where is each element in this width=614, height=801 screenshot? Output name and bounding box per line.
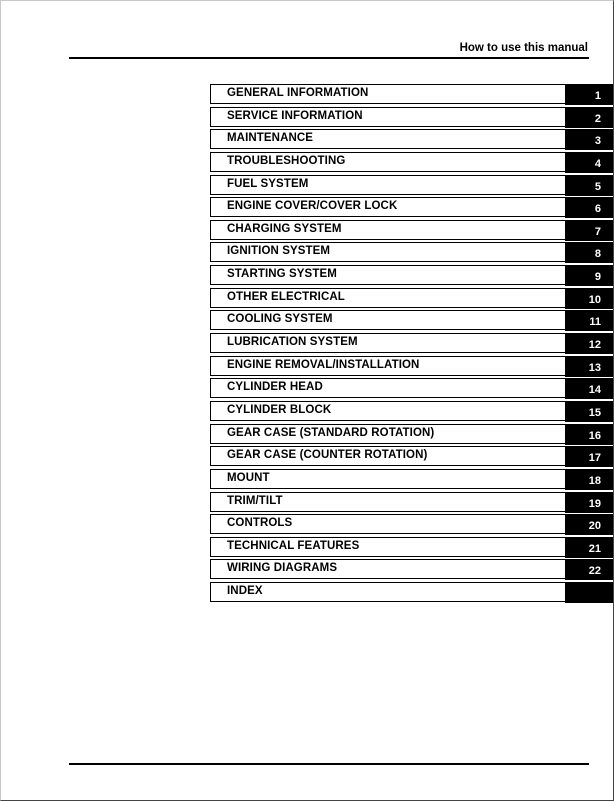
section-number: 13 — [588, 361, 601, 374]
toc-entry-cell — [210, 242, 565, 262]
toc-entry-cell — [210, 152, 565, 172]
section-tab[interactable] — [565, 152, 613, 173]
section-number: 17 — [588, 452, 601, 465]
toc-entry-cell — [210, 129, 565, 149]
section-number: 18 — [588, 474, 601, 487]
toc-entry-cell — [210, 310, 565, 330]
toc-entry-label: MOUNT — [227, 471, 270, 484]
section-number: 19 — [588, 497, 601, 510]
toc-entry[interactable] — [210, 196, 614, 219]
toc-entry[interactable] — [210, 468, 614, 491]
section-number: 9 — [594, 271, 601, 284]
toc-entry-cell — [210, 514, 565, 534]
toc-entry-label: SERVICE INFORMATION — [227, 109, 363, 122]
toc-entry-cell — [210, 288, 565, 308]
toc-entry-cell — [210, 107, 565, 127]
section-number: 14 — [588, 384, 601, 397]
section-tab[interactable] — [565, 129, 613, 150]
section-tab[interactable] — [565, 197, 613, 218]
section-tab[interactable] — [565, 265, 613, 286]
toc-entry-label: ENGINE COVER/COVER LOCK — [227, 200, 398, 213]
toc-entry-cell — [210, 537, 565, 557]
toc-entry-cell — [210, 582, 565, 602]
toc-entry[interactable] — [210, 128, 614, 151]
toc-entry-label: CONTROLS — [227, 517, 293, 530]
toc-entry-label: WIRING DIAGRAMS — [227, 562, 338, 575]
toc-entry-label: CYLINDER HEAD — [227, 381, 323, 394]
section-tab[interactable] — [565, 175, 613, 196]
footer-rule — [69, 763, 589, 765]
toc-entry-cell — [210, 220, 565, 240]
toc-entry-cell — [210, 378, 565, 398]
section-number: 20 — [588, 520, 601, 533]
section-tab[interactable] — [565, 333, 613, 354]
toc-entry-cell — [210, 469, 565, 489]
toc-entry[interactable] — [210, 355, 614, 378]
section-tab[interactable] — [565, 378, 613, 399]
toc-entry[interactable] — [210, 400, 614, 423]
toc-entry-cell — [210, 356, 565, 376]
toc-entry-label: TECHNICAL FEATURES — [227, 539, 360, 552]
toc-entry-label: MAINTENANCE — [227, 132, 314, 145]
section-number: 6 — [594, 203, 601, 216]
toc-entry-cell — [210, 333, 565, 353]
toc-entry-label: GENERAL INFORMATION — [227, 87, 369, 99]
toc-entry[interactable] — [210, 151, 614, 174]
toc-entry[interactable] — [210, 445, 614, 468]
section-number: 1 — [594, 90, 601, 102]
toc-entry-cell — [210, 265, 565, 285]
toc-entry[interactable] — [210, 558, 614, 581]
toc-entry[interactable] — [210, 536, 614, 559]
toc-entry[interactable] — [210, 491, 614, 514]
toc-entry[interactable] — [210, 581, 614, 604]
toc-entry[interactable] — [210, 423, 614, 446]
toc-entry-label: FUEL SYSTEM — [227, 177, 309, 190]
toc-entry[interactable] — [210, 287, 614, 310]
section-number: 8 — [594, 248, 601, 261]
section-number: 10 — [588, 293, 601, 306]
section-tab[interactable] — [565, 559, 613, 580]
section-number: 5 — [594, 180, 601, 193]
section-tab[interactable] — [565, 537, 613, 558]
toc-entry[interactable] — [210, 83, 614, 106]
toc-entry-label: GEAR CASE (STANDARD ROTATION) — [227, 426, 435, 439]
section-tab[interactable] — [565, 401, 613, 422]
toc-entry-label: LUBRICATION SYSTEM — [227, 336, 358, 349]
section-tab[interactable] — [565, 424, 613, 445]
section-tab[interactable] — [565, 242, 613, 263]
toc-entry-cell — [210, 492, 565, 512]
section-number: 4 — [594, 157, 601, 170]
section-tab[interactable] — [565, 446, 613, 467]
toc-entry[interactable] — [210, 377, 614, 400]
section-number: 21 — [588, 542, 601, 555]
toc-entry-cell — [210, 175, 565, 195]
section-number: 7 — [594, 225, 601, 238]
header-rule — [69, 57, 589, 59]
section-number: 3 — [594, 135, 601, 148]
section-number: 15 — [588, 406, 601, 419]
toc-entry-label: IGNITION SYSTEM — [227, 245, 331, 258]
section-number: 16 — [588, 429, 601, 442]
toc-entry-cell — [210, 424, 565, 444]
section-tab[interactable] — [565, 107, 613, 128]
section-tab[interactable] — [565, 310, 613, 331]
toc-entry-label: CHARGING SYSTEM — [227, 222, 342, 235]
section-tab[interactable] — [565, 356, 613, 377]
toc-entry[interactable] — [210, 264, 614, 287]
toc-entry[interactable] — [210, 332, 614, 355]
section-number: 11 — [589, 316, 601, 329]
toc-entry-label: CYLINDER BLOCK — [227, 403, 332, 416]
section-tab[interactable] — [565, 582, 613, 603]
toc-entry-label: TRIM/TILT — [227, 494, 283, 507]
section-tab[interactable] — [565, 469, 613, 490]
toc-entry-cell — [210, 197, 565, 217]
toc-entry-cell — [210, 401, 565, 421]
table-of-contents — [210, 83, 614, 604]
section-number: 12 — [588, 339, 601, 352]
toc-entry-label: STARTING SYSTEM — [227, 268, 337, 281]
toc-entry[interactable] — [210, 513, 614, 536]
section-tab[interactable] — [565, 514, 613, 535]
toc-entry-label: GEAR CASE (COUNTER ROTATION) — [227, 449, 428, 462]
section-number: 22 — [588, 565, 601, 578]
toc-entry-label: INDEX — [227, 585, 263, 598]
section-number: 2 — [594, 112, 601, 125]
toc-entry-cell — [210, 446, 565, 466]
toc-entry-cell — [210, 84, 565, 104]
page-header-title: How to use this manual — [459, 42, 588, 54]
toc-entry-label: COOLING SYSTEM — [227, 313, 333, 326]
toc-entry[interactable] — [210, 106, 614, 129]
toc-entry[interactable] — [210, 174, 614, 197]
section-tab[interactable] — [565, 220, 613, 241]
section-tab[interactable] — [565, 288, 613, 309]
toc-entry-label: TROUBLESHOOTING — [227, 154, 346, 167]
section-tab[interactable] — [565, 492, 613, 513]
toc-entry[interactable] — [210, 309, 614, 332]
toc-entry-label: OTHER ELECTRICAL — [227, 290, 345, 303]
section-tab[interactable] — [565, 84, 613, 105]
toc-entry[interactable] — [210, 219, 614, 242]
toc-entry-label: ENGINE REMOVAL/INSTALLATION — [227, 358, 420, 371]
toc-entry[interactable] — [210, 241, 614, 264]
toc-entry-cell — [210, 559, 565, 579]
